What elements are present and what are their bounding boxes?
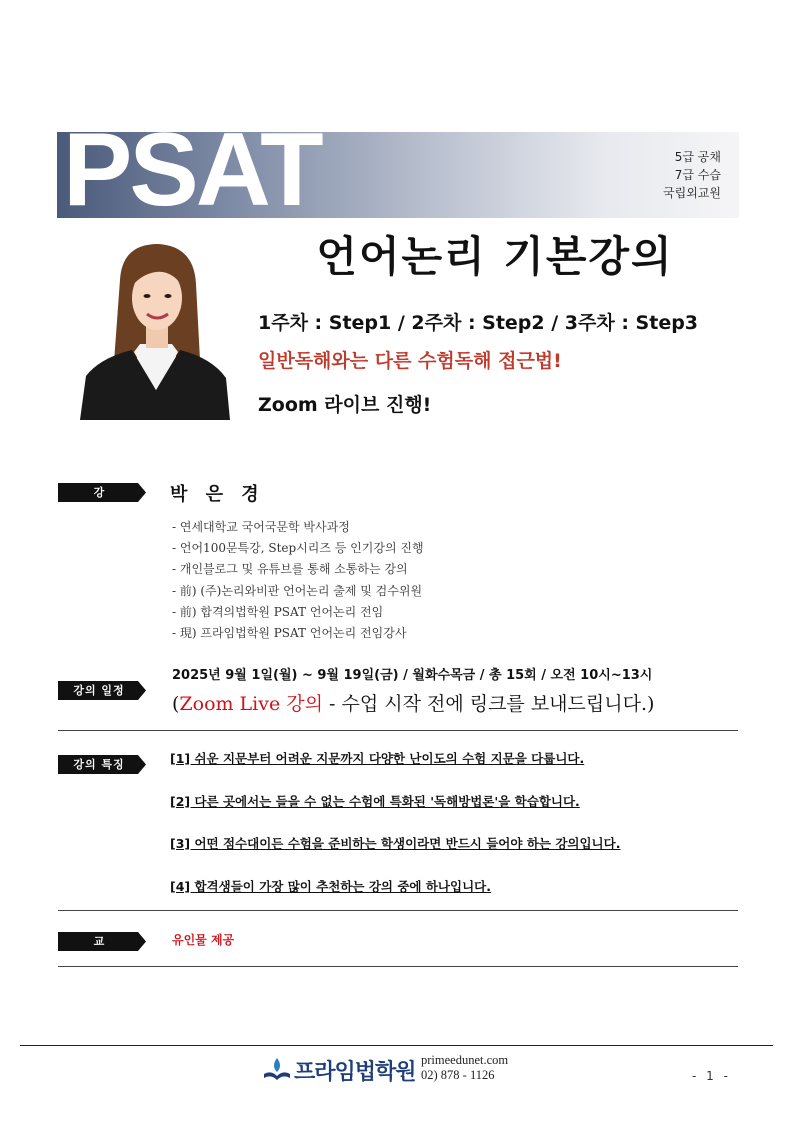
bio-item: - 前) (주)논리와비판 언어논리 출제 및 검수위원 (172, 583, 423, 598)
contact-info (421, 1053, 508, 1083)
instructor-name: 박 은 경 (170, 484, 265, 505)
bio-item: - 연세대학교 국어국문학 박사과정 (172, 520, 350, 534)
divider (58, 730, 738, 731)
bio-item: - 現) 프라임법학원 PSAT 언어논리 전임강사 (172, 625, 407, 640)
features-label (58, 755, 146, 774)
divider (58, 966, 738, 967)
prime-logo (262, 1054, 422, 1086)
footer-divider (20, 1045, 773, 1046)
banner-subtitle-line: 7급 수습 (674, 168, 721, 182)
schedule-dates: 2025년 9월 1일(월) ~ 9월 19일(금) / 월화수목금 / 총 15회 / 오전 10시~13시 (172, 668, 653, 683)
psat-banner (57, 132, 739, 218)
phone-text: 02) 878 - 1126 (421, 1068, 495, 1082)
textbook-label-text: 교 재 (84, 935, 123, 967)
page-number: - 1 - (692, 1069, 731, 1083)
textbook-label (58, 932, 146, 967)
divider (58, 910, 738, 911)
banner-subtitle-line: 5급 공채 (674, 150, 721, 164)
zoom-live-text: Zoom Live 강의 (179, 693, 323, 715)
bio-item: - 前) 합격의법학원 PSAT 언어논리 전임 (172, 604, 384, 619)
banner-title: PSAT (63, 132, 321, 218)
instructor-bio-list (172, 517, 424, 644)
instructor-label-text: 강 사 (84, 486, 123, 518)
bio-item: - 개인블로그 및 유튜브를 통해 소통하는 강의 (172, 562, 408, 577)
course-tagline: 일반독해와는 다른 수험독해 접근법! (258, 350, 562, 372)
features-label-text: 강의 특징 (73, 758, 125, 771)
course-steps: 1주차 : Step1 / 2주차 : Step2 / 3주차 : Step3 (258, 312, 699, 334)
schedule-note (172, 689, 654, 716)
feature-item: [1] 쉬운 지문부터 어려운 지문까지 다양한 난이도의 수험 지문을 다룹니다. (170, 751, 585, 766)
feature-item: [4] 합격생들이 가장 많이 추천하는 강의 중에 하나입니다. (170, 879, 491, 894)
course-format: Zoom 라이브 진행! (258, 394, 432, 416)
schedule-label (58, 681, 146, 700)
textbook-value: 유인물 제공 (172, 933, 235, 947)
schedule-note-rest: - 수업 시작 전에 링크를 보내드립니다.) (322, 693, 655, 715)
website-text: primeedunet.com (421, 1053, 509, 1067)
feature-item: [2] 다른 곳에서는 들을 수 없는 수험에 특화된 '독해방법론'을 학습합니다. (170, 794, 580, 809)
instructor-label (58, 483, 146, 518)
course-title: 언어논리 기본강의 (316, 232, 674, 281)
banner-subtitle-line: 국립외교원 (663, 186, 721, 200)
instructor-photo (80, 240, 230, 420)
logo-text: 프라임법학원 (294, 1060, 416, 1085)
book-icon (262, 1054, 292, 1084)
schedule-note-open: ( (172, 693, 180, 715)
bio-item: - 언어100문특강, Step시리즈 등 인기강의 진행 (172, 541, 424, 556)
banner-subtitle (663, 148, 721, 202)
feature-item: [3] 어떤 점수대이든 수험을 준비하는 학생이라면 반드시 들어야 하는 강의입니다. (170, 836, 621, 851)
schedule-label-text: 강의 일정 (73, 684, 125, 697)
